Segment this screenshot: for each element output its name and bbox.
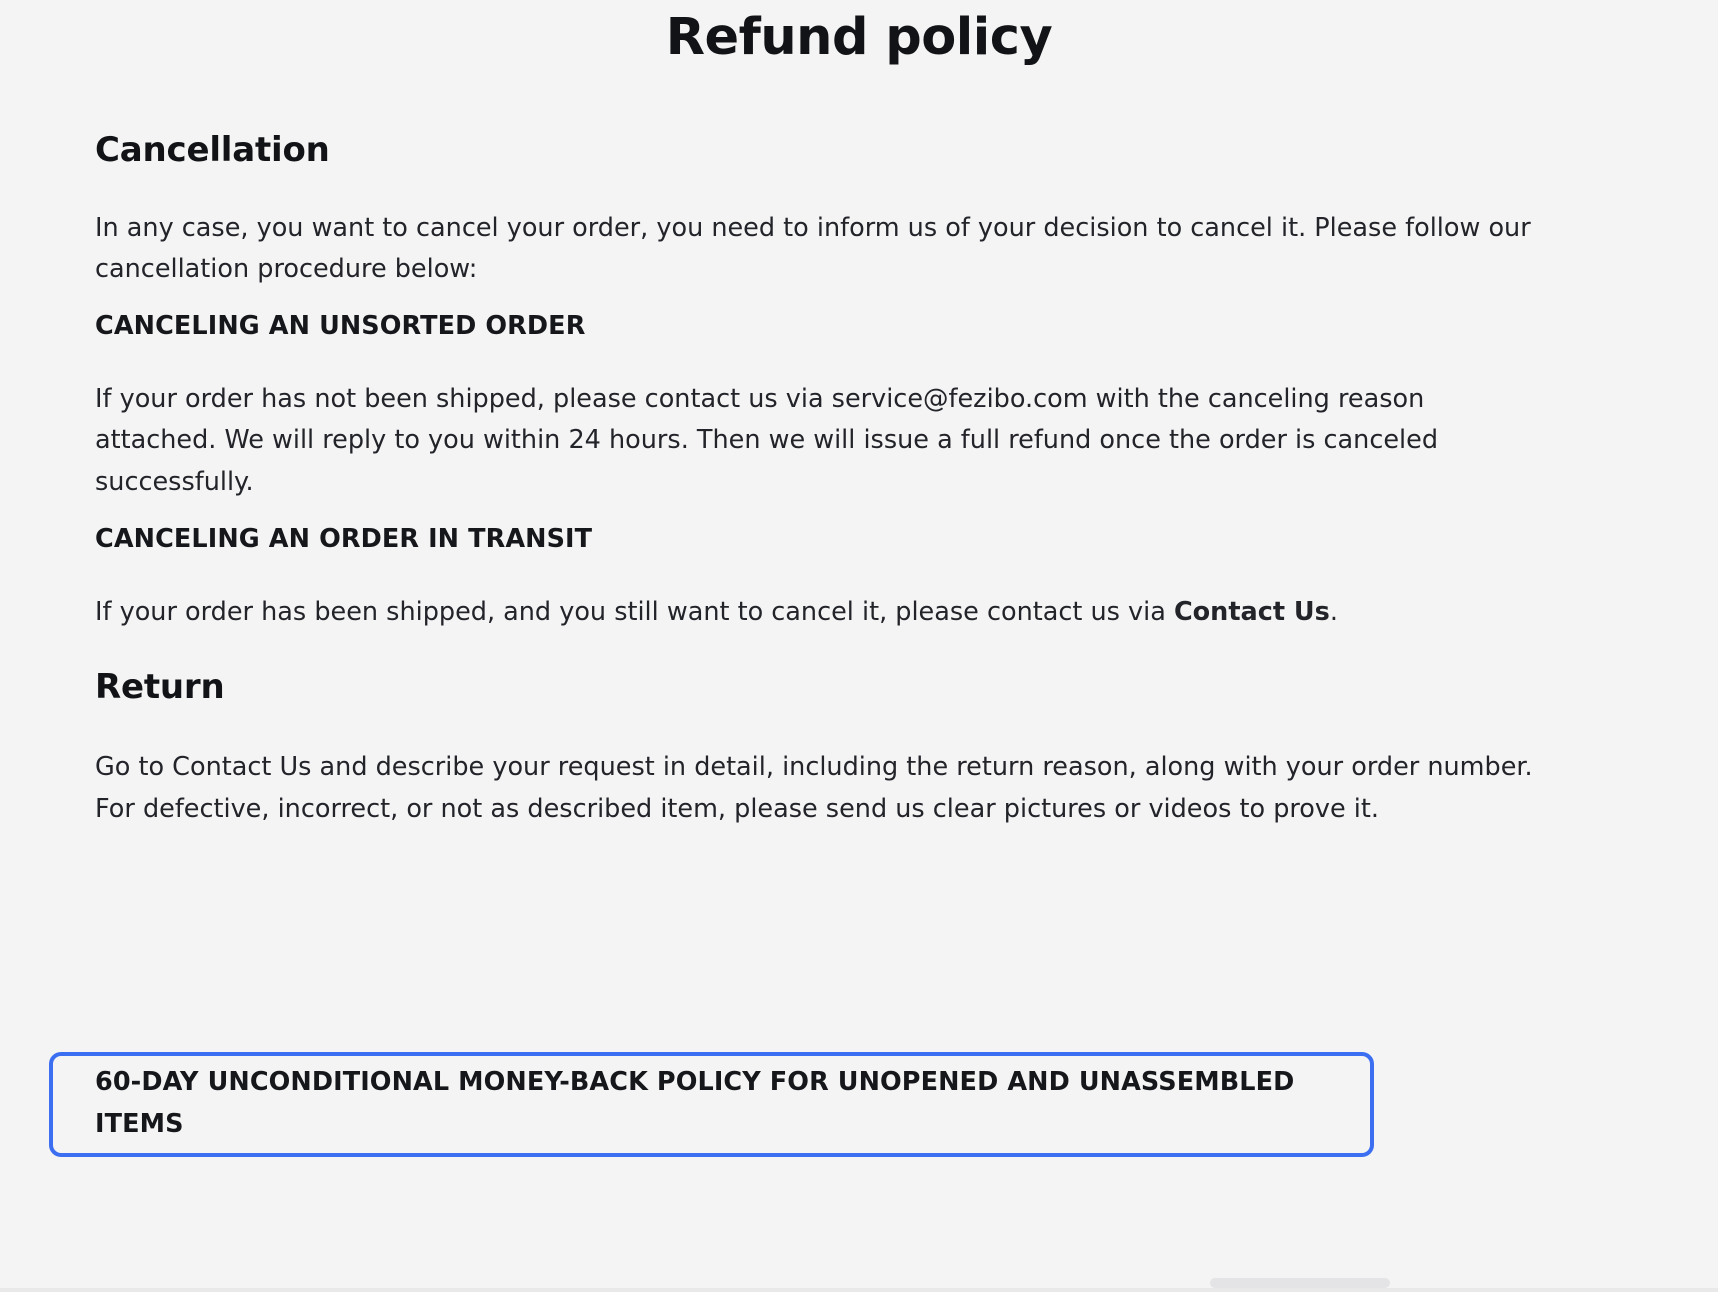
page-title: Refund policy: [665, 8, 1053, 67]
section-heading-cancellation: Cancellation: [95, 129, 330, 170]
canceling-unsorted-order-paragraph: If your order has not been shipped, please contact us via service@fezibo.com with the canceling reason attached. We will reply to you within 24 hours. Then we will issue a full refund once the order is canceled successfully.: [95, 383, 1439, 497]
subheading-canceling-order-in-transit: CANCELING AN ORDER IN TRANSIT: [95, 523, 593, 554]
subheading-60-day-money-back-policy: 60-DAY UNCONDITIONAL MONEY-BACK POLICY FOR UNOPENED AND UNASSEMBLED ITEMS: [95, 1067, 1295, 1139]
return-intro-paragraph: Go to Contact Us and describe your request in detail, including the return reason, along with your order number. For defective, incorrect, or not as described item, please send us clear pictures or videos to prove it.: [95, 752, 1533, 824]
scroll-indicator[interactable]: [1210, 1278, 1390, 1288]
canceling-in-transit-text-before: If your order has been shipped, and you still want to cancel it, please contact us via: [95, 596, 1174, 627]
canceling-in-transit-text-after: .: [1329, 596, 1338, 627]
subheading-canceling-unsorted-order: CANCELING AN UNSORTED ORDER: [95, 310, 586, 341]
section-heading-return: Return: [95, 667, 225, 708]
cancellation-intro-paragraph: In any case, you want to cancel your order, you need to inform us of your decision to cancel it. Please follow our cancellation procedure below:: [95, 212, 1531, 285]
contact-us-link[interactable]: Contact Us: [1173, 596, 1330, 627]
policy-content: [95, 70, 1598, 831]
canceling-in-transit-paragraph: [95, 592, 1535, 634]
page-bottom-divider: [0, 1288, 1718, 1292]
